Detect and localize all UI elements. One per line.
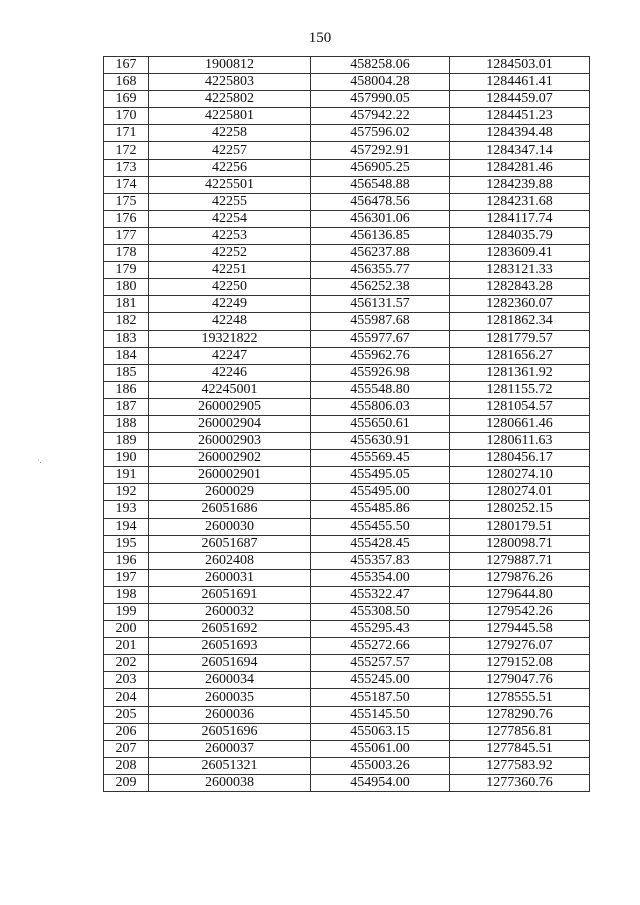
y-coordinate-cell: 1284117.74 xyxy=(450,210,590,227)
point-number-cell: 190 xyxy=(104,450,149,467)
table-row xyxy=(104,484,590,501)
x-coordinate-cell: 455061.00 xyxy=(311,740,450,757)
x-coordinate-cell: 456355.77 xyxy=(311,262,450,279)
page-number: 150 xyxy=(308,30,332,46)
table-row xyxy=(104,245,590,262)
y-coordinate-cell: 1280252.15 xyxy=(450,501,590,518)
x-coordinate-cell: 456252.38 xyxy=(311,279,450,296)
table-row xyxy=(104,381,590,398)
table-row xyxy=(104,330,590,347)
y-coordinate-cell: 1284503.01 xyxy=(450,57,590,74)
point-id-cell: 4225802 xyxy=(149,91,311,108)
point-number-cell: 192 xyxy=(104,484,149,501)
table-row xyxy=(104,415,590,432)
y-coordinate-cell: 1284459.07 xyxy=(450,91,590,108)
table-row xyxy=(104,757,590,774)
point-number-cell: 177 xyxy=(104,227,149,244)
point-number-cell: 196 xyxy=(104,552,149,569)
x-coordinate-cell: 455455.50 xyxy=(311,518,450,535)
point-number-cell: 169 xyxy=(104,91,149,108)
y-coordinate-cell: 1279152.08 xyxy=(450,655,590,672)
point-number-cell: 208 xyxy=(104,757,149,774)
point-number-cell: 205 xyxy=(104,706,149,723)
table-row xyxy=(104,433,590,450)
point-id-cell: 260002904 xyxy=(149,415,311,432)
y-coordinate-cell: 1284451.23 xyxy=(450,108,590,125)
y-coordinate-cell: 1281054.57 xyxy=(450,398,590,415)
x-coordinate-cell: 455145.50 xyxy=(311,706,450,723)
x-coordinate-cell: 455806.03 xyxy=(311,398,450,415)
y-coordinate-cell: 1277583.92 xyxy=(450,757,590,774)
y-coordinate-cell: 1279445.58 xyxy=(450,621,590,638)
point-number-cell: 195 xyxy=(104,535,149,552)
y-coordinate-cell: 1279542.26 xyxy=(450,604,590,621)
x-coordinate-cell: 455354.00 xyxy=(311,569,450,586)
table-row xyxy=(104,450,590,467)
point-number-cell: 183 xyxy=(104,330,149,347)
point-id-cell: 19321822 xyxy=(149,330,311,347)
table-row xyxy=(104,74,590,91)
y-coordinate-cell: 1281779.57 xyxy=(450,330,590,347)
table-row xyxy=(104,347,590,364)
point-id-cell: 260002903 xyxy=(149,433,311,450)
point-number-cell: 175 xyxy=(104,193,149,210)
point-id-cell: 260002902 xyxy=(149,450,311,467)
x-coordinate-cell: 455295.43 xyxy=(311,621,450,638)
x-coordinate-cell: 458258.06 xyxy=(311,57,450,74)
x-coordinate-cell: 454954.00 xyxy=(311,774,450,791)
x-coordinate-cell: 456301.06 xyxy=(311,210,450,227)
point-number-cell: 173 xyxy=(104,159,149,176)
point-number-cell: 179 xyxy=(104,262,149,279)
y-coordinate-cell: 1279876.26 xyxy=(450,569,590,586)
y-coordinate-cell: 1280274.01 xyxy=(450,484,590,501)
table-row xyxy=(104,723,590,740)
point-id-cell: 42245001 xyxy=(149,381,311,398)
point-number-cell: 194 xyxy=(104,518,149,535)
point-number-cell: 174 xyxy=(104,176,149,193)
point-id-cell: 2602408 xyxy=(149,552,311,569)
point-number-cell: 188 xyxy=(104,415,149,432)
point-id-cell: 42257 xyxy=(149,142,311,159)
table-row xyxy=(104,586,590,603)
y-coordinate-cell: 1284281.46 xyxy=(450,159,590,176)
table-row xyxy=(104,227,590,244)
table-row xyxy=(104,313,590,330)
y-coordinate-cell: 1282843.28 xyxy=(450,279,590,296)
table-row xyxy=(104,501,590,518)
x-coordinate-cell: 457596.02 xyxy=(311,125,450,142)
x-coordinate-cell: 455987.68 xyxy=(311,313,450,330)
scan-speck: ·. xyxy=(37,456,42,465)
y-coordinate-cell: 1281155.72 xyxy=(450,381,590,398)
point-id-cell: 2600035 xyxy=(149,689,311,706)
point-id-cell: 26051693 xyxy=(149,638,311,655)
point-number-cell: 180 xyxy=(104,279,149,296)
table-row xyxy=(104,672,590,689)
x-coordinate-cell: 455630.91 xyxy=(311,433,450,450)
y-coordinate-cell: 1277360.76 xyxy=(450,774,590,791)
x-coordinate-cell: 456905.25 xyxy=(311,159,450,176)
table-row xyxy=(104,296,590,313)
point-number-cell: 186 xyxy=(104,381,149,398)
point-id-cell: 26051321 xyxy=(149,757,311,774)
table-row xyxy=(104,689,590,706)
point-number-cell: 189 xyxy=(104,433,149,450)
y-coordinate-cell: 1281656.27 xyxy=(450,347,590,364)
point-id-cell: 42247 xyxy=(149,347,311,364)
point-number-cell: 206 xyxy=(104,723,149,740)
y-coordinate-cell: 1277845.51 xyxy=(450,740,590,757)
point-id-cell: 42252 xyxy=(149,245,311,262)
y-coordinate-cell: 1281862.34 xyxy=(450,313,590,330)
y-coordinate-cell: 1280274.10 xyxy=(450,467,590,484)
point-id-cell: 2600037 xyxy=(149,740,311,757)
y-coordinate-cell: 1280098.71 xyxy=(450,535,590,552)
point-number-cell: 197 xyxy=(104,569,149,586)
point-id-cell: 42251 xyxy=(149,262,311,279)
y-coordinate-cell: 1280456.17 xyxy=(450,450,590,467)
point-id-cell: 26051696 xyxy=(149,723,311,740)
x-coordinate-cell: 455308.50 xyxy=(311,604,450,621)
y-coordinate-cell: 1284035.79 xyxy=(450,227,590,244)
coordinate-table xyxy=(103,56,590,792)
table-row xyxy=(104,279,590,296)
table-row xyxy=(104,57,590,74)
point-number-cell: 200 xyxy=(104,621,149,638)
point-id-cell: 1900812 xyxy=(149,57,311,74)
x-coordinate-cell: 455485.86 xyxy=(311,501,450,518)
table-row xyxy=(104,655,590,672)
point-id-cell: 2600031 xyxy=(149,569,311,586)
point-id-cell: 42249 xyxy=(149,296,311,313)
x-coordinate-cell: 456548.88 xyxy=(311,176,450,193)
x-coordinate-cell: 455650.61 xyxy=(311,415,450,432)
x-coordinate-cell: 455357.83 xyxy=(311,552,450,569)
point-id-cell: 4225801 xyxy=(149,108,311,125)
y-coordinate-cell: 1280611.63 xyxy=(450,433,590,450)
point-number-cell: 176 xyxy=(104,210,149,227)
table-row xyxy=(104,364,590,381)
table-row xyxy=(104,518,590,535)
y-coordinate-cell: 1278290.76 xyxy=(450,706,590,723)
x-coordinate-cell: 455495.00 xyxy=(311,484,450,501)
x-coordinate-cell: 455548.80 xyxy=(311,381,450,398)
point-number-cell: 182 xyxy=(104,313,149,330)
point-number-cell: 167 xyxy=(104,57,149,74)
point-id-cell: 2600038 xyxy=(149,774,311,791)
table-row xyxy=(104,774,590,791)
point-number-cell: 191 xyxy=(104,467,149,484)
x-coordinate-cell: 458004.28 xyxy=(311,74,450,91)
x-coordinate-cell: 455187.50 xyxy=(311,689,450,706)
table-row xyxy=(104,262,590,279)
point-number-cell: 181 xyxy=(104,296,149,313)
point-number-cell: 201 xyxy=(104,638,149,655)
y-coordinate-cell: 1279887.71 xyxy=(450,552,590,569)
point-number-cell: 184 xyxy=(104,347,149,364)
x-coordinate-cell: 455063.15 xyxy=(311,723,450,740)
table-row xyxy=(104,91,590,108)
point-id-cell: 26051694 xyxy=(149,655,311,672)
point-number-cell: 207 xyxy=(104,740,149,757)
x-coordinate-cell: 455272.66 xyxy=(311,638,450,655)
point-id-cell: 260002905 xyxy=(149,398,311,415)
point-id-cell: 42255 xyxy=(149,193,311,210)
point-number-cell: 171 xyxy=(104,125,149,142)
point-number-cell: 170 xyxy=(104,108,149,125)
point-number-cell: 178 xyxy=(104,245,149,262)
point-id-cell: 42250 xyxy=(149,279,311,296)
point-number-cell: 202 xyxy=(104,655,149,672)
x-coordinate-cell: 455926.98 xyxy=(311,364,450,381)
table-row xyxy=(104,552,590,569)
point-id-cell: 4225803 xyxy=(149,74,311,91)
point-number-cell: 199 xyxy=(104,604,149,621)
point-id-cell: 42246 xyxy=(149,364,311,381)
table-row xyxy=(104,706,590,723)
point-id-cell: 2600030 xyxy=(149,518,311,535)
point-id-cell: 2600036 xyxy=(149,706,311,723)
x-coordinate-cell: 455569.45 xyxy=(311,450,450,467)
y-coordinate-cell: 1279047.76 xyxy=(450,672,590,689)
point-number-cell: 168 xyxy=(104,74,149,91)
point-id-cell: 42253 xyxy=(149,227,311,244)
y-coordinate-cell: 1284394.48 xyxy=(450,125,590,142)
y-coordinate-cell: 1280179.51 xyxy=(450,518,590,535)
x-coordinate-cell: 457942.22 xyxy=(311,108,450,125)
table-row xyxy=(104,398,590,415)
y-coordinate-cell: 1284347.14 xyxy=(450,142,590,159)
x-coordinate-cell: 455245.00 xyxy=(311,672,450,689)
y-coordinate-cell: 1284231.68 xyxy=(450,193,590,210)
x-coordinate-cell: 456237.88 xyxy=(311,245,450,262)
x-coordinate-cell: 455495.05 xyxy=(311,467,450,484)
table-row xyxy=(104,535,590,552)
point-id-cell: 26051687 xyxy=(149,535,311,552)
y-coordinate-cell: 1283609.41 xyxy=(450,245,590,262)
point-number-cell: 198 xyxy=(104,586,149,603)
point-id-cell: 42254 xyxy=(149,210,311,227)
point-number-cell: 172 xyxy=(104,142,149,159)
x-coordinate-cell: 457292.91 xyxy=(311,142,450,159)
x-coordinate-cell: 455428.45 xyxy=(311,535,450,552)
table-body xyxy=(104,57,590,792)
table-row xyxy=(104,108,590,125)
table-row xyxy=(104,159,590,176)
table-row xyxy=(104,193,590,210)
point-number-cell: 187 xyxy=(104,398,149,415)
table-row xyxy=(104,176,590,193)
x-coordinate-cell: 457990.05 xyxy=(311,91,450,108)
y-coordinate-cell: 1277856.81 xyxy=(450,723,590,740)
point-number-cell: 203 xyxy=(104,672,149,689)
x-coordinate-cell: 455257.57 xyxy=(311,655,450,672)
y-coordinate-cell: 1280661.46 xyxy=(450,415,590,432)
y-coordinate-cell: 1282360.07 xyxy=(450,296,590,313)
point-id-cell: 2600032 xyxy=(149,604,311,621)
y-coordinate-cell: 1278555.51 xyxy=(450,689,590,706)
y-coordinate-cell: 1279644.80 xyxy=(450,586,590,603)
x-coordinate-cell: 455962.76 xyxy=(311,347,450,364)
table-row xyxy=(104,467,590,484)
y-coordinate-cell: 1283121.33 xyxy=(450,262,590,279)
table-row xyxy=(104,125,590,142)
x-coordinate-cell: 455322.47 xyxy=(311,586,450,603)
table-row xyxy=(104,740,590,757)
table-row xyxy=(104,142,590,159)
table-row xyxy=(104,621,590,638)
point-number-cell: 185 xyxy=(104,364,149,381)
table-row xyxy=(104,210,590,227)
point-id-cell: 42248 xyxy=(149,313,311,330)
y-coordinate-cell: 1284239.88 xyxy=(450,176,590,193)
point-id-cell: 2600034 xyxy=(149,672,311,689)
x-coordinate-cell: 455003.26 xyxy=(311,757,450,774)
x-coordinate-cell: 456131.57 xyxy=(311,296,450,313)
x-coordinate-cell: 455977.67 xyxy=(311,330,450,347)
point-number-cell: 193 xyxy=(104,501,149,518)
y-coordinate-cell: 1284461.41 xyxy=(450,74,590,91)
table-row xyxy=(104,638,590,655)
point-id-cell: 4225501 xyxy=(149,176,311,193)
point-id-cell: 2600029 xyxy=(149,484,311,501)
point-id-cell: 26051692 xyxy=(149,621,311,638)
table-row xyxy=(104,569,590,586)
point-id-cell: 42258 xyxy=(149,125,311,142)
point-number-cell: 209 xyxy=(104,774,149,791)
x-coordinate-cell: 456136.85 xyxy=(311,227,450,244)
point-id-cell: 26051686 xyxy=(149,501,311,518)
point-id-cell: 42256 xyxy=(149,159,311,176)
point-number-cell: 204 xyxy=(104,689,149,706)
table-row xyxy=(104,604,590,621)
point-id-cell: 260002901 xyxy=(149,467,311,484)
y-coordinate-cell: 1279276.07 xyxy=(450,638,590,655)
x-coordinate-cell: 456478.56 xyxy=(311,193,450,210)
point-id-cell: 26051691 xyxy=(149,586,311,603)
y-coordinate-cell: 1281361.92 xyxy=(450,364,590,381)
